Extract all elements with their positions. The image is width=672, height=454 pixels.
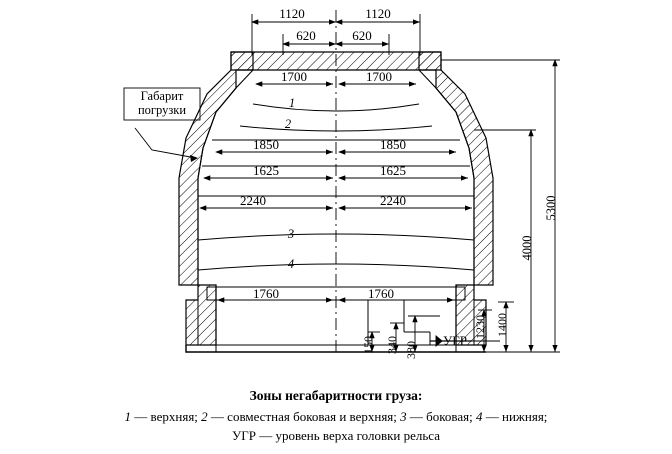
dim-1700-right: 1700	[366, 69, 392, 84]
dim-1230: 1230	[473, 315, 487, 339]
dim-1120-left: 1120	[279, 6, 305, 21]
legend-num-3: 3	[400, 409, 407, 424]
dim-2240-right: 2240	[380, 193, 406, 208]
legend-text-4: — нижняя;	[482, 409, 548, 424]
dim-1120-right: 1120	[365, 6, 391, 21]
dim-1760-left: 1760	[253, 286, 279, 301]
legend-num-1: 1	[124, 409, 132, 424]
legend-num-2: 2	[201, 409, 208, 424]
dim-1850-left: 1850	[253, 137, 279, 152]
gabarit-label-line1: Габарит	[140, 89, 184, 103]
legend-text-3: — боковая;	[406, 409, 476, 424]
dim-340: 340	[385, 336, 399, 354]
zone-marker-3: 3	[287, 227, 295, 241]
zone-marker-1: 1	[288, 96, 296, 110]
legend-text-2: — совместная боковая и верхняя;	[207, 409, 401, 424]
dim-1400: 1400	[495, 313, 509, 337]
dim-1850-right: 1850	[380, 137, 406, 152]
ugr-label: УГР	[443, 333, 467, 348]
dim-1700-left: 1700	[281, 69, 307, 84]
dim-1625-right: 1625	[380, 163, 406, 178]
caption-title: Зоны негабаритности груза:	[249, 388, 423, 403]
zone-marker-4: 4	[287, 257, 295, 271]
dim-150: 150	[361, 336, 375, 354]
dim-620-left: 620	[296, 28, 316, 43]
dim-4000: 4000	[520, 235, 534, 261]
dim-1625-left: 1625	[253, 163, 279, 178]
legend-num-4: 4	[476, 409, 483, 424]
dim-2240-left: 2240	[240, 193, 266, 208]
dim-380: 380	[404, 341, 418, 359]
zone-marker-2: 2	[284, 117, 292, 131]
caption-ugr-legend: УГР — уровень верха головки рельса	[232, 428, 440, 443]
legend-text-1: — верхняя;	[131, 409, 202, 424]
dim-5300: 5300	[544, 195, 558, 221]
caption-zones-legend	[0, 409, 672, 425]
dim-620-right: 620	[352, 28, 372, 43]
gabarit-label-line2: погрузки	[137, 103, 187, 117]
dim-1760-right: 1760	[368, 286, 394, 301]
